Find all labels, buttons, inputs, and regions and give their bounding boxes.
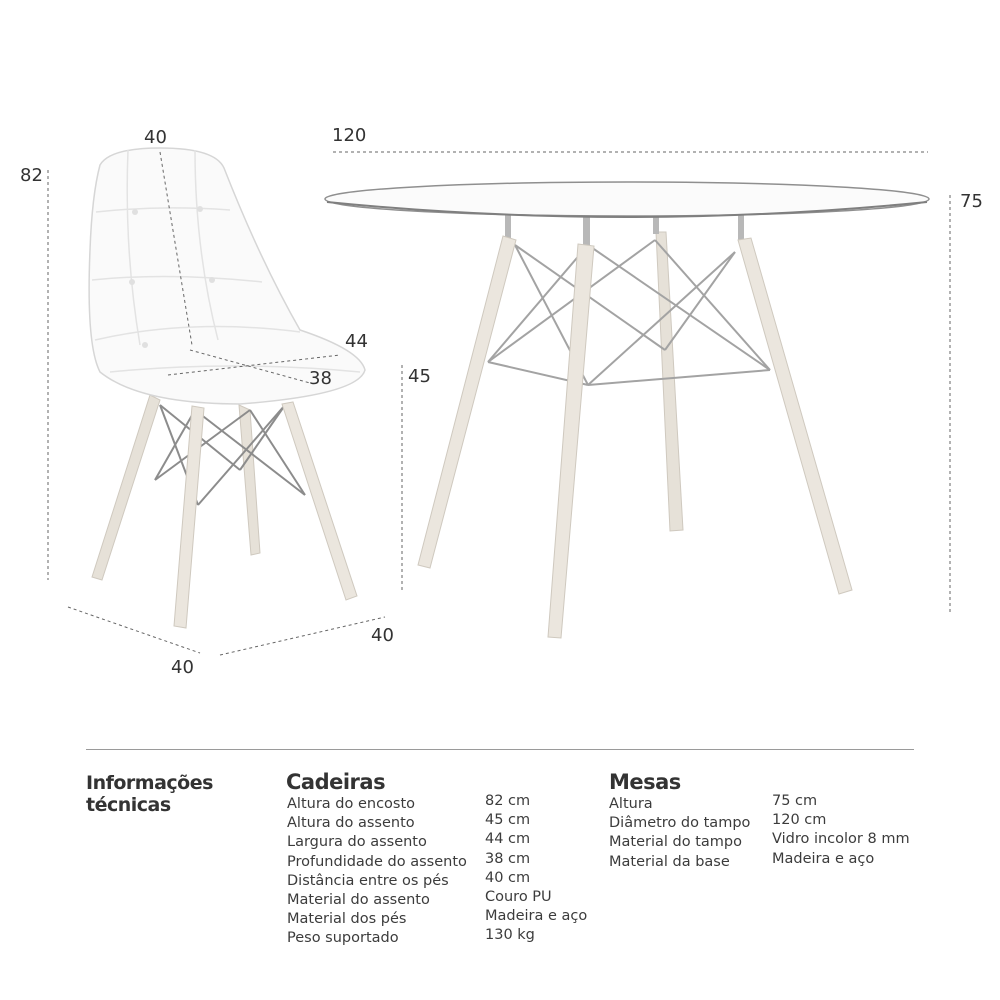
table-spec-value: 75 cm <box>772 793 818 809</box>
dimension-seat-width: 44 <box>345 331 368 352</box>
table-spec-value: 120 cm <box>772 812 827 829</box>
chair-steel-rods <box>155 405 305 505</box>
dimension-base-depth: 40 <box>171 657 194 678</box>
chair-leg-front-right <box>282 402 357 600</box>
table-spec-label: Altura <box>609 796 653 812</box>
chair-spec-value: 44 cm <box>485 831 531 848</box>
chair-spec-value: 38 cm <box>485 850 531 867</box>
chair-spec-value: 130 kg <box>485 927 535 944</box>
table-leg-front-left <box>418 236 516 568</box>
table-leg-front-center <box>548 244 594 638</box>
chair-spec-value: 40 cm <box>485 869 531 886</box>
dimension-chair-height: 82 <box>20 165 43 186</box>
specs-title: Informações técnicas <box>86 772 213 816</box>
dimension-chair-backrest-width: 40 <box>144 127 167 148</box>
chair-spec-value: Couro PU <box>485 888 552 905</box>
dimension-base-width: 40 <box>371 625 394 646</box>
table-spec-value: Vidro incolor 8 mm <box>772 831 910 848</box>
chair-spec-label: Distância entre os pés <box>287 872 449 889</box>
table-steel-rods <box>488 240 770 385</box>
chair-spec-values <box>485 792 587 946</box>
table-leg-back <box>656 232 683 531</box>
tables-heading: Mesas <box>609 770 681 794</box>
chair-spec-label: Material dos pés <box>287 911 407 928</box>
table-spec-labels <box>609 795 750 872</box>
dimension-seat-height: 45 <box>408 366 431 387</box>
table-leg-front-right <box>738 238 852 594</box>
table-glass-top <box>325 182 929 216</box>
dimension-table-height: 75 <box>960 191 983 212</box>
chair-leg-back-left <box>92 395 160 580</box>
chair-spec-label: Altura do assento <box>287 815 415 832</box>
chair-spec-value: Madeira e aço <box>485 908 588 925</box>
dimension-seat-depth: 38 <box>309 368 332 389</box>
chair-spec-value: 45 cm <box>485 812 531 829</box>
table-spec-value: Madeira e aço <box>772 850 875 867</box>
chair-spec-label: Largura do assento <box>287 834 427 851</box>
table-illustration <box>325 182 929 638</box>
dimension-table-diameter: 120 <box>332 125 367 146</box>
table-spec-label: Material da base <box>609 853 730 870</box>
chair-spec-labels <box>287 795 467 949</box>
table-spec-values <box>772 792 910 869</box>
chair-spec-label: Material do assento <box>287 891 430 908</box>
table-spec-label: Diâmetro do tampo <box>609 815 751 832</box>
section-divider <box>86 749 914 750</box>
chair-spec-label: Peso suportado <box>287 930 399 947</box>
chairs-heading: Cadeiras <box>286 770 386 794</box>
chair-spec-label: Altura do encosto <box>287 796 416 812</box>
chair-spec-label: Profundidade do assento <box>287 853 467 870</box>
chair-leg-back-right <box>239 405 260 555</box>
table-spec-label: Material do tampo <box>609 834 742 851</box>
chair-spec-value: 82 cm <box>485 793 531 809</box>
